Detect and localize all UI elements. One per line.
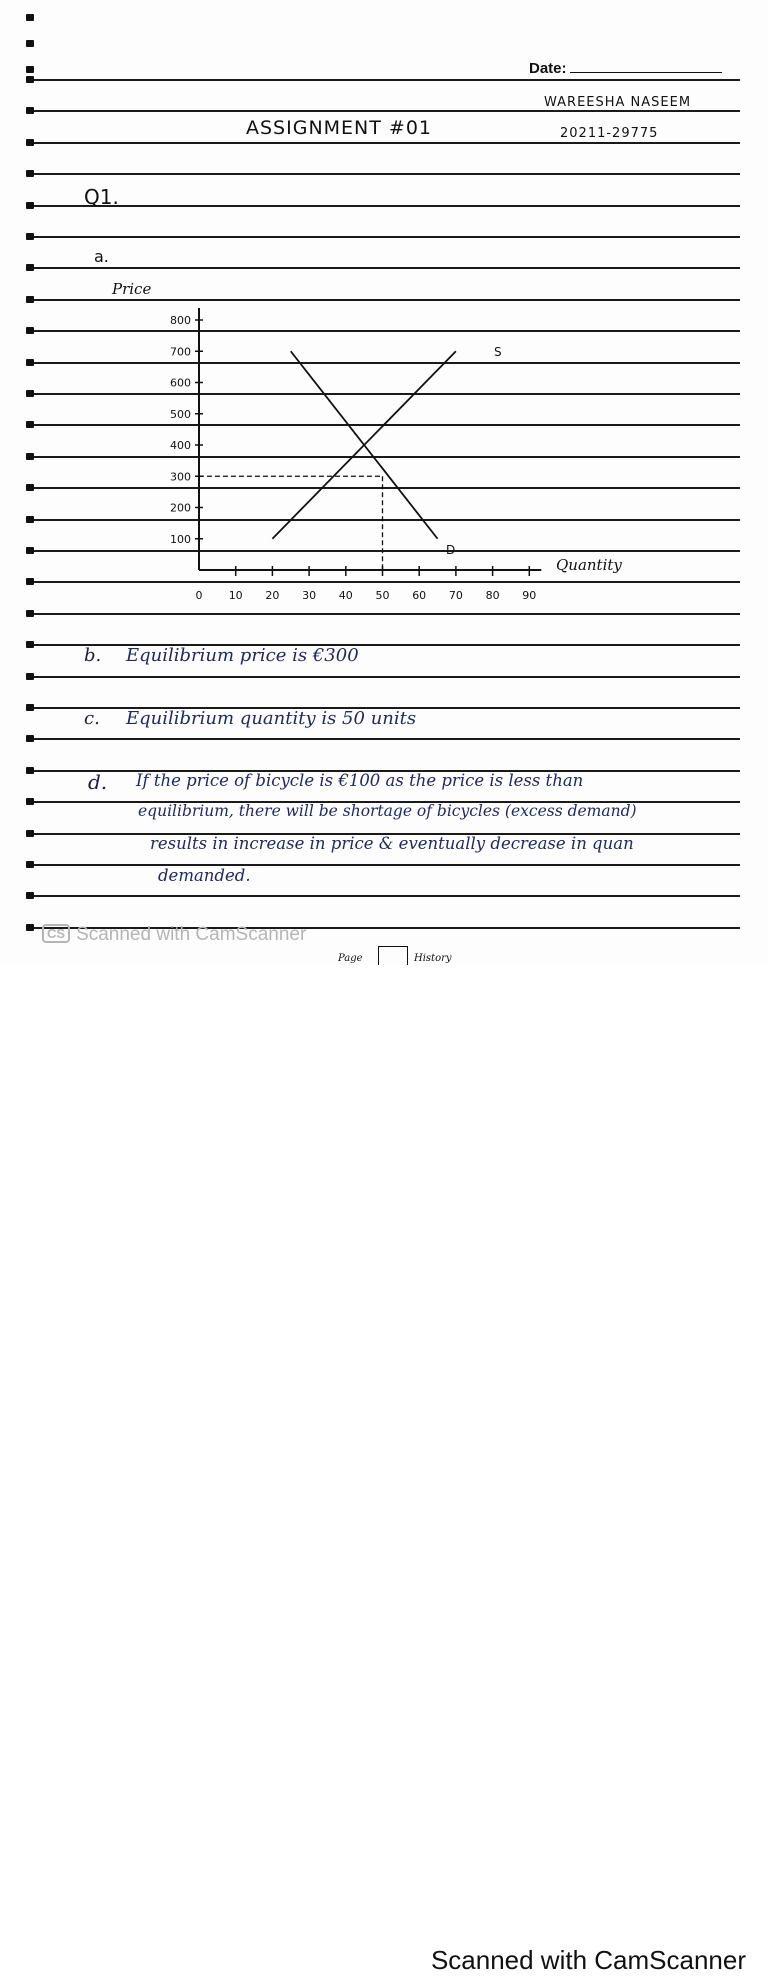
graph-lines	[199, 351, 456, 570]
graph-ticks	[170, 314, 536, 602]
answer-b-text: Equilibrium price is €300	[126, 645, 359, 666]
y-tick-label: 700	[170, 345, 191, 359]
scan-footer	[0, 965, 768, 1975]
y-tick-label: 100	[170, 532, 191, 546]
x-tick-label: 60	[412, 589, 427, 602]
supply-demand-graph	[0, 0, 768, 965]
x-tick-label: 50	[375, 589, 390, 602]
y-tick-label: 300	[170, 470, 191, 484]
x-tick-label: 90	[522, 589, 537, 602]
y-tick-label: 400	[170, 439, 191, 452]
answer-d-line-2: equilibrium, there will be shortage of bicycles (excess demand)	[138, 802, 637, 820]
y-tick-label: 800	[170, 314, 191, 327]
history-label: History	[414, 953, 452, 964]
answer-d-line-4: demanded.	[158, 866, 251, 885]
date-label: Date:	[529, 60, 567, 77]
student-id: 20211-29775	[560, 126, 659, 141]
camscanner-logo-icon: CS	[42, 924, 70, 943]
assignment-title: ASSIGNMENT #01	[246, 117, 433, 139]
y-tick-label: 600	[170, 376, 191, 390]
question-label: Q1.	[84, 185, 119, 209]
x-tick-label: 0	[195, 589, 203, 602]
y-axis-label: Price	[112, 280, 152, 298]
answer-c-text: Equilibrium quantity is 50 units	[126, 708, 417, 729]
x-tick-label: 80	[485, 589, 500, 602]
watermark-text: Scanned with CamScanner	[76, 924, 307, 945]
part-a-label: a.	[94, 247, 109, 266]
y-tick-label: 500	[170, 407, 191, 421]
supply-curve-label: S	[494, 345, 502, 359]
x-tick-label: 30	[302, 589, 317, 602]
x-tick-label: 40	[338, 589, 353, 602]
page-number-box	[378, 946, 408, 965]
answer-d-line-1: If the price of bicycle is €100 as the price is less than	[136, 771, 584, 790]
answer-d-line-3: results in increase in price & eventually decrease in quan	[150, 834, 634, 853]
notebook-page	[0, 0, 768, 965]
y-tick-label: 200	[170, 501, 191, 515]
demand-curve	[291, 351, 438, 539]
camscanner-watermark	[42, 924, 306, 946]
x-tick-label: 10	[228, 589, 243, 602]
student-name: WAREESHA NASEEM	[544, 95, 692, 110]
x-tick-label: 20	[265, 589, 280, 602]
demand-curve-label: D	[446, 543, 456, 557]
answer-c-label: c.	[84, 708, 100, 729]
answer-b-label: b.	[84, 645, 102, 666]
answer-d-label: d.	[88, 770, 108, 794]
x-tick-label: 70	[448, 589, 463, 602]
scan-credit: Scanned with CamScanner	[430, 1945, 746, 1975]
x-axis-label: Quantity	[556, 556, 622, 574]
page-label: Page	[338, 953, 363, 964]
